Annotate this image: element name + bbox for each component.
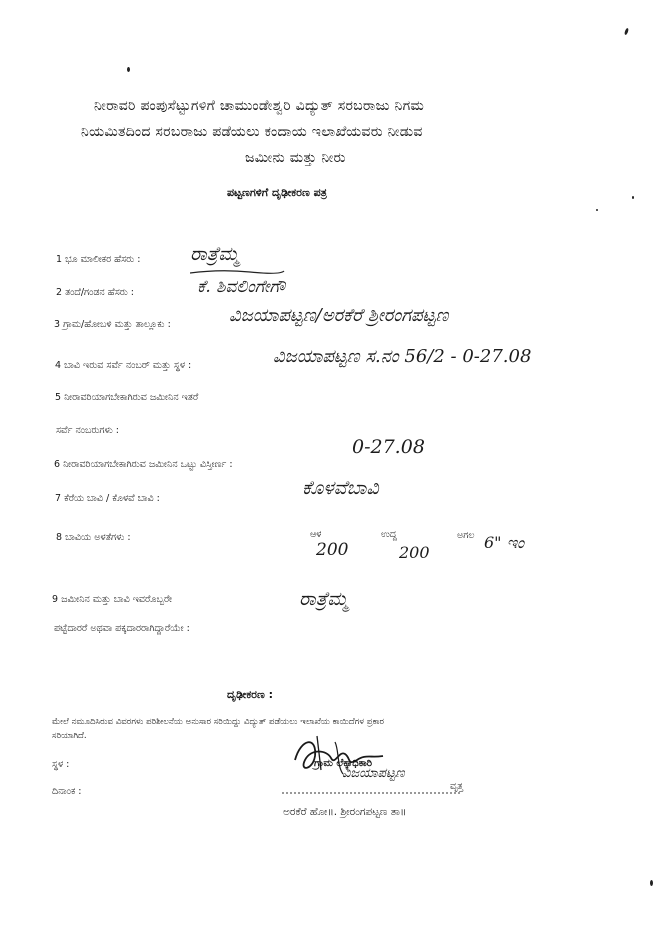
survey-numbers-label: ಸರ್ವೆ ನಂಬರುಗಳು : — [56, 425, 119, 436]
attestation-heading: ದೃಢೀಕರಣ : — [227, 688, 273, 701]
survey-numbers-value: 0-27.08 — [352, 436, 425, 458]
attestation-body-line2: ಸರಿಯಾಗಿದೆ. — [52, 731, 87, 741]
scan-speck — [632, 196, 634, 199]
well-type-value: ಕೊಳವೆಬಾವಿ — [302, 477, 379, 499]
header-line-3: ಜಮೀನು ಮತ್ತು ನೀರು — [245, 150, 346, 166]
owner-confirm-label: 9 ಜಮೀನಿನ ಮತ್ತು ಬಾವಿ ಇವರೊಬ್ಬರೇ — [52, 594, 173, 605]
survey-number-label: 4 ಬಾವಿ ಇರುವ ಸರ್ವೆ ನಂಬರ್ ಮತ್ತು ಸ್ಥಳ : — [55, 360, 192, 371]
owner-name-value: ರಾತ್ರೆಮ್ಮ — [190, 243, 240, 265]
stamp-village: ವಿಜಯಾಪಟ್ಟಣ — [342, 766, 405, 781]
well-dimensions-label: 8 ಬಾವಿಯ ಅಳತೆಗಳು : — [56, 532, 131, 543]
scan-speck — [624, 28, 629, 36]
scan-speck — [596, 209, 598, 211]
well-width-label: ಅಗಲ — [457, 530, 475, 541]
office-address: ಅರಕೆರೆ ಹೋ॥. ಶ್ರೀರಂಗಪಟ್ಟಣ ತಾ॥ — [283, 806, 407, 818]
village-taluk-label: 3 ಗ್ರಾಮ/ಹೋಬಳಿ ಮತ್ತು ತಾಲ್ಲೂಕು : — [54, 319, 171, 330]
well-depth-label: ಆಳ — [310, 529, 322, 540]
scan-speck — [127, 67, 130, 72]
scan-speck — [650, 880, 653, 886]
well-type-label: 7 ಕೆರೆಯ ಬಾವಿ / ಕೊಳವೆ ಬಾವಿ : — [55, 493, 160, 504]
owner-confirm-value: ರಾತ್ರೆಮ್ಮ — [299, 588, 349, 610]
owner-name-underline — [190, 268, 285, 276]
owner-confirm-label-line2: ಪಟ್ಟೆದಾರರೆ ಅಥವಾ ಪಕ್ಕದಾರರಾಗಿದ್ದಾರೆಯೇ : — [54, 623, 190, 634]
village-taluk-value: ವಿಜಯಾಪಟ್ಟಣ/ಅರಕೆರೆ ಶ್ರೀರಂಗಪಟ್ಟಣ — [229, 305, 449, 326]
header-line-1: ನೀರಾವರಿ ಪಂಪುಸೆಟ್ಟುಗಳಿಗೆ ಚಾಮುಂಡೇಶ್ವರಿ ವಿದ್ಯುತ್ ಸರಬರಾಜು ನಿಗಮ — [94, 98, 425, 114]
owner-name-label: 1 ಭೂ ಮಾಲೀಕರ ಹೆಸರು : — [56, 254, 141, 265]
stamp-title: ಗ್ರಾಮ ಲೆಕ್ಕಾಧಿಕಾರಿ — [314, 758, 373, 769]
irrigation-land-label: 5 ನೀರಾವರಿಯಾಗಬೇಕಾಗಿರುವ ಜಮೀನಿನ ಇತರೆ — [55, 392, 199, 403]
father-name-value: ಕೆ. ಶಿವಲಿಂಗೇಗೌ — [197, 277, 286, 297]
place-label: ಸ್ಥಳ : — [52, 759, 70, 770]
stamp-circle: ವೃತ್ತ — [450, 781, 464, 792]
date-label: ದಿನಾಂಕ : — [52, 786, 82, 797]
well-width-value: 6" ಇಂ — [484, 533, 525, 552]
document-subtitle: ಪಟ್ಟಣಗಳಿಗೆ ದೃಢೀಕರಣ ಪತ್ರ — [227, 186, 327, 199]
total-area-label: 6 ನೀರಾವರಿಯಾಗಬೇಕಾಗಿರುವ ಜಮೀನಿನ ಒಟ್ಟು ವಿಸ್ತೀರ್ಣ : — [54, 459, 233, 470]
header-line-2: ನಿಯಮಿತದಿಂದ ಸರಬರಾಜು ಪಡೆಯಲು ಕಂದಾಯ ಇಲಾಖೆಯವರು ನೀಡುವ — [81, 124, 423, 140]
father-name-label: 2 ತಂದೆ/ಗಂಡನ ಹೆಸರು : — [56, 287, 135, 298]
survey-number-value: ವಿಜಯಾಪಟ್ಟಣ ಸ.ನಂ 56/2 - 0-27.08 — [273, 346, 532, 367]
attestation-body: ಮೇಲೆ ನಮೂದಿಸಿರುವ ವಿವರಗಳು ಪರಿಶೀಲನೆಯ ಅನುಸಾರ ಸರಿಯಿದ್ದು ವಿದ್ಯುತ್ ಪಡೆಯಲು ಇಲಾಖೆಯ ಕಾಯಿದೆಗಳ ಪ್ರಕಾರ — [52, 717, 385, 727]
well-length-value: 200 — [399, 543, 430, 562]
stamp-dotted-line — [282, 791, 462, 795]
well-depth-value: 200 — [316, 540, 349, 560]
well-length-label: ಉದ್ದ — [381, 529, 397, 540]
